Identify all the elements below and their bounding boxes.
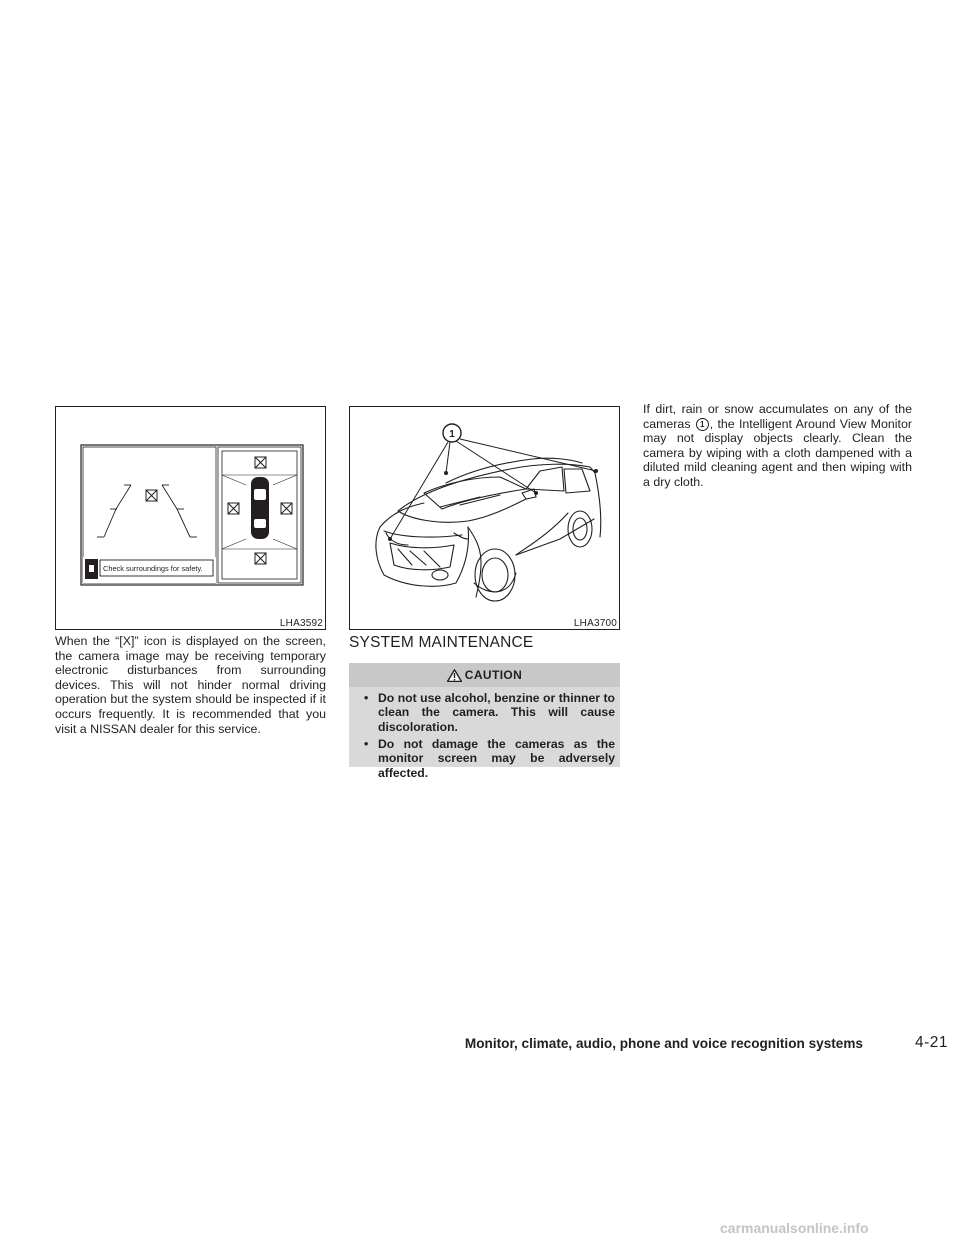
x-icon-description: When the “[X]” icon is displayed on the screen, the camera image may be receiving temporary electronic disturbances from surrounding devices. This will not hinder normal driving operation but the system should be inspected if it occurs frequently. It is recommended that you visit a NISSAN dealer for this service. [55,634,326,736]
screen-message: Check surroundings for safety. [103,564,203,573]
col3-text-after: , the Intelligent Around View Monitor may not display objects clearly. Clean the camera by wiping with a cloth dampened with a diluted mild cleaning agent and then wiping with a dry cloth. [643,416,912,489]
left-camera-x-icon [228,503,239,514]
camera-callout-icon [388,424,598,541]
camera-error-x-icon [146,490,157,501]
chapter-title: Monitor, climate, audio, phone and voice recognition systems [464,1036,863,1051]
warning-triangle-icon [447,669,462,682]
monitor-screen-illustration [56,407,325,629]
page-number: 4-21 [914,1034,948,1051]
caution-label: CAUTION [464,668,523,682]
figure-code: LHA3700 [573,618,617,629]
col3-text-before: If dirt, rain or snow accumulates on any of the cameras [643,402,912,431]
front-camera-x-icon [255,457,266,468]
caution-box [349,663,620,780]
caution-item [364,691,615,734]
watermark: carmanualsonline.info [720,1220,869,1236]
caution-item [364,737,615,780]
rear-camera-x-icon [255,553,266,564]
figure-monitor-screen [55,406,326,630]
right-camera-x-icon [281,503,292,514]
page-footer [435,1034,950,1054]
svg-text:1: 1 [449,429,455,440]
caution-item-text: Do not use alcohol, benzine or thinner to clean the camera. This will cause discoloration. [378,691,615,734]
figure-camera-locations [349,406,620,630]
vehicle-illustration [350,407,619,629]
caution-item-text: Do not damage the cameras as the monitor screen may be adversely affected. [378,737,615,780]
bullet: • [364,691,369,705]
bullet: • [364,737,369,751]
callout-number-icon: 1 [696,418,709,431]
figure-code: LHA3592 [279,618,323,629]
caution-header [349,663,620,687]
section-heading: SYSTEM MAINTENANCE [349,634,534,651]
camera-cleaning-instructions [643,402,912,490]
car-top-view-icon [251,477,269,539]
